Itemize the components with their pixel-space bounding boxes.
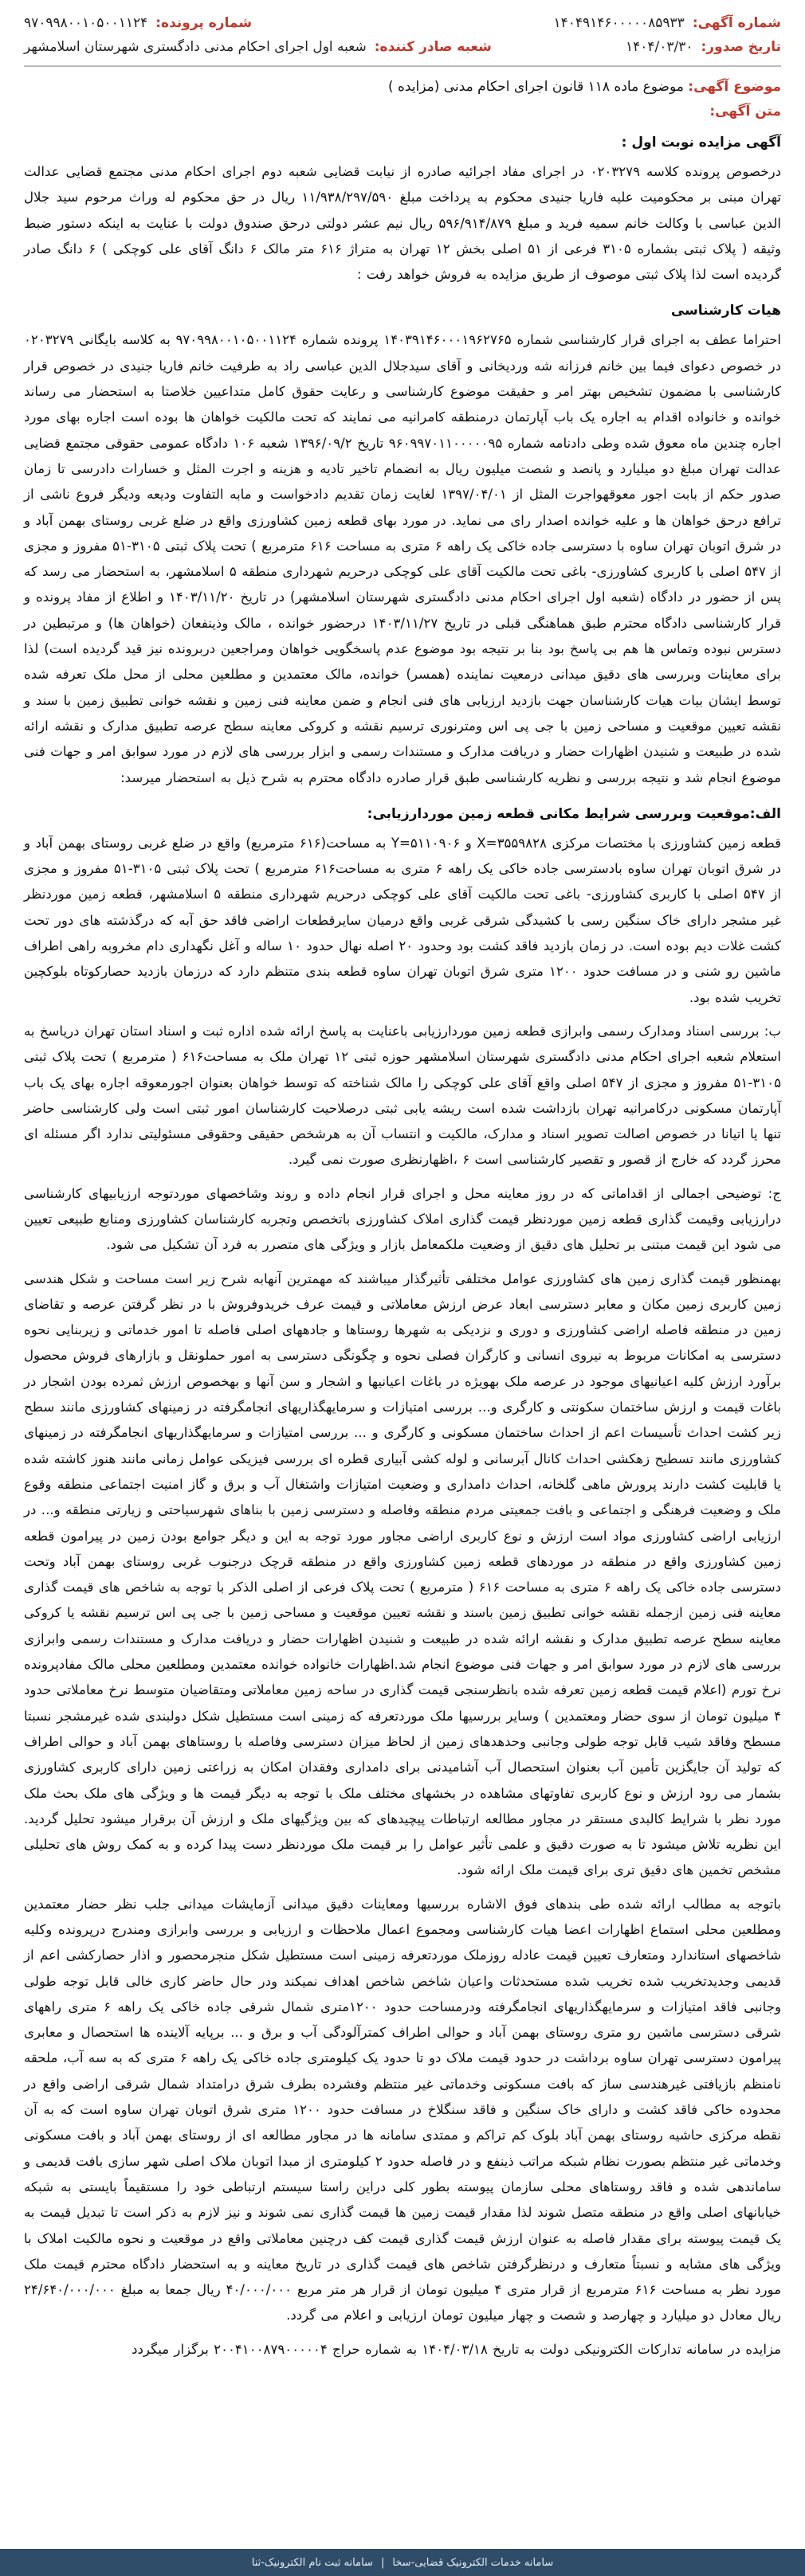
expert-report-paragraph: احتراما عطف به اجرای قرار کارشناسی شماره ۱۴۰۳۹۱۴۶۰۰۰۱۹۶۲۷۶۵ پرونده شماره ۹۷۰۹۹۸۰۰۱۰۵۰۰۱۱۲۴ به کلاسه بایگانی ۰۲۰۳۲۷۹ در خصوص دعوای فیما بین خانم فرزانه شه وردیخانی و آقای سیدجلال الدین عباسی راد به طرفیت خانم فاریا جنیدی در خصوص قرار کارشناسی با مضمون تشخیص بهتر امر و حقیقت موضوع کارشناسی و رعایت حقوق کامل متداعیین خلاصتا به استحضار می رساند خوانده و خانواده اقدام به اجاره یک باب آپارتمان درمنطقه کامرانیه می نمایند که تحت مالکیت خواهان ها بوده است اجاره بهای مورد اجاره چندین ماه معوق شده وطی دادنامه شماره ۹۶۰۹۹۷۰۱۱۰۰۰۰۰۹۵ تاریخ ۱۳۹۶/۰۹/۲ شعبه ۱۰۶ دادگاه عمومی حقوقی مجتمع قضایی عدالت تهران مبلغ دو میلیارد و پانصد و شصت میلیون ریال به انضمام تاخیر تادیه و هزینه و اجرت المثل و خسارات دادرسی تا زمان صدور حکم از بابت اجور معوقهواجرت المثل از ۱۳۹۷/۰۴/۰۱ لغایت زمان تقدیم دادخواست و مابه التفاوت ودیعه ودیگر فروع ناشی از ترافع درحق خواهان ها و علیه خوانده اصدار رای می نماید. در مورد بهای قطعه زمین کشاورزی واقع در ضلع غربی روستای بهمن آباد و در شرق اتوبان تهران ساوه با دسترسی جاده خاکی یک راهه ۶ متری به مساحت ۶۱۶ مترمربع ) تحت پلاک ثبتی ۳۱۰۵-۵۱ مفروز و مجزی از ۵۴۷ اصلی با کاربری کشاورزی- باغی تحت مالکیت آقای علی کوچکی درحریم شهرداری منطقه ۵ اسلامشهر، به استحضار می رسد که پس از حضور در دادگاه (شعبه اول اجرای احکام مدنی دادگستری شهرستان اسلامشهر) در تاریخ ۱۴۰۳/۱۱/۲۰ و اطلاع از مفاد پرونده و قرار کارشناسی دادگاه محترم طبق هماهنگی قبلی در تاریخ ۱۴۰۳/۱۱/۲۷ درحضور خوانده ، مالک وذینفعان (خواهان ها) و مرتبطین در دسترس نبوده وتماس ها هم بی پاسخ بود بنا بر نتیجه بود موضوع عدم پاسخگویی خواهان ومراجعین دربرونده نیز قید گردیده است) لذا برای معاینات وبررسی های دقیق میدانی درمعیت نماینده (همسر) خوانده، مالک معتمدین و مطلعین محلی از محل ملک تعرفه شده توسط ایشان بیات هیات کارشناسان جهت بازدید ارزیابی های فنی انجام و ضمن معاینه فنی زمین و نقشه خوانی تطبیق زمین با سند و نقشه تعیین موقعیت و مساحی زمین با جی پی اس ومترنوری ترسیم نقشه و کروکی معاینه سطح عرصه تطبیق مدارک و نقشه ارائه شده در طبیعت و شنیدن اظهارات حضار و دریافت مدارک و مستندات رسمی و ابزار بررسی های لازم در مورد سوابق امر و جهات فنی موضوع انجام شد و نتیجه بررسی و نظریه کارشناسی طبق قرار صادره دادگاه محترم به شرح ذیل به استحضار میرسد: — [24, 332, 781, 785]
body-label: متن آگهی: — [709, 104, 781, 119]
footer-separator: | — [380, 2556, 385, 2569]
file-number — [24, 11, 252, 35]
ad-number-value: ۱۴۰۴۹۱۴۶۰۰۰۰۰۸۵۹۳۳ — [553, 15, 685, 31]
panel-heading: هیات کارشناسی — [670, 303, 781, 319]
auction-info-paragraph: مزایده در سامانه تدارکات الکترونیکی دولت به تاریخ ۱۴۰۴/۰۳/۱۸ به شماره حراج ۲۰۰۴۱۰۰۸۷۹۰۰۰۰۰۴ برگزار میگردد — [132, 2341, 781, 2357]
valuation-factors-paragraph: بهمنظور قیمت گذاری زمین های کشاورزی عوامل مختلفی تأثیرگذار میباشند که مهمترین آنهابه شرح زیر است مساحت و شکل هندسی زمین کاربری زمین مکان و معابر دسترسی ابعاد عرض ارزش معاملاتی و قیمت عرف خریدوفروش با در نظر گرفتن عرصه و تقاضای زمین در منطقه فاصله اراضی کشاورزی و دوری و نزدیکی به شهرها روستاها و جادههای اصلی فاصله تا امور خدماتی و زیربنایی نحوه دسترسی به امکانات مربوط به نیروی انسانی و کارگران فصلی نحوه و چگونگی دسترسی به امور حملونقل و بازارهای فروش محصول برآورد ارزش کلیه اعیانیهای موجود در عرصه ملک بهویژه در باغات اعیانیها و اشجار و سن آنها و بهخصوص ارزش ثمرده بودن اشجار در باغات قیمت و ارزش ساختمان سکونتی و کارگری و... بررسی امتیازات و سرمایهگذاریهای انجامگرفته در زمینهای کشاورزی مانند سطح زیر کشت احداث تأسیسات اعم از احداث ساختمان مسکونی و کارگری و ... بررسی امتیازات و سرمایهگذاریهای انجامگرفته در زمینهای کشاورزی مانند تسطیح زهکشی احداث کانال آبرسانی و لوله کشی آبیاری قطره ای بررسی فیزیکی عوامل زمانی مانند هنوز کاشته شده یا قابلیت کشت دارند پرورش ماهی گلخانه، احداث دامداری و وضعیت امتیازات واشتغال آب و برق و گاز امنیت اجتماعی منطقه وقوع ملک و وضعیت فرهنگی و اجتماعی و بافت جمعیتی مردم منطقه وفاصله و دسترسی زمین با بناهای شهرسیاحتی و زیارتی منطقه و... در ارزیابی اراضی کشاورزی مواد است ارزش و نوع کاربری اراضی مجاور مورد توجه به این و دیگر جوامع بودن زمین در پیرامون قطعه زمین کشاورزی واقع در منطقه در موردهای قطعه زمین کشاورزی واقع در منطقه قرچک درجنوب غربی روستای بهمن آباد وتحت دسترسی جاده خاکی یک راهه ۶ متری به مساحت ۶۱۶ ( مترمربع ) تحت پلاک فرعی از اصلی الذکر با توجه به شاخص های قیمت گذاری معاینه فنی زمین ازجمله نقشه خوانی تطبیق زمین باسند و نقشه تعیین موقعیت و مساحی زمین با جی پی اس ترسیم نقشه یا کروکی معاینه سطح عرصه تطبیق مدارک و نقشه ارائه شده در طبیعت و شنیدن اظهارات حضار و دریافت مدارک و مستندات رسمی وابرازی بررسی های لازم در مورد سوابق امر و جهات فنی موضوع انجام شد.اظهارات خانواده خوانده معتمدین ومطلعین محلی مالک مفادپرونده نرخ تورم (اعلام قیمت قطعه زمین تعرفه شده بانظرسنجی قیمت گذاری در ساحه زمین معاملاتی ومتقاضیان متوسط نرخ معاملاتی حدود ۴ میلیون تومان از سوی حضار ومعتمدین ) وسایر بررسیها ملک موردتعرفه که زمینی است مستطیل شکل دولبندی شده غیرمشجر نسبتا مسطح وفاقد شیب قابل توجه طولی وجانبی وحدهدهای زمین از لحاظ میزان دسترسی وفاصله با روستاهای بهمن آباد و حوالی اطراف که تولید آن جایگزین تأمین آب بعنوان استحصال آب آشامیدنی برای دامداری وفقدان امکان به زراعتی زمین دارای کاربری کشاورزی بشمار می رود ارزش و نوع کاربری تفاوتهای مشاهده در بخشهای مختلف ملک با توجه به دیگر قیمت ها و ویژگی های ملک بحث ملک مورد نظر با شرایط کالبدی مستقر در مجاور مطالعه ارتباطات پیچیدهای که بین ویژگیهای ملک و ارزش آن برقرار میشود تحلیل گردید. این نظریه تلاش میشود تا به صورت دقیق و علمی تأثیر عوامل را بر قیمت ملک موردنظر دست پیدا کرده و به کمک روش های تحلیلی مشخص تخمین های دقیق تری برای قیمت ملک ارائه شود. — [24, 1270, 781, 1878]
issue-date-value: ۱۴۰۴/۰۳/۳۰ — [625, 39, 693, 55]
notice-title: آگهی مزایده نوبت اول : — [621, 135, 781, 151]
footer-bar — [0, 2549, 805, 2576]
section-c-paragraph: ج: توضیحی اجمالی از اقداماتی که در روز معاینه محل و اجرای قرار انجام داده و روند وشاخصهای موردتوجه ارزیابیهای کارشناسی درارزیابی وقیمت گذاری قطعه زمین موردنظر قیمت گذاری املاک کشاورزی باتخصص وتجربه کارشناسان کشاورزی ومنابع طبیعی تعیین می شود این قیمت مبتنی بر تحلیل های دقیق از وضعیت ملکمعامل بازار و ویژگی های متصرر به فرد آن تشکیل می شود. — [24, 1185, 781, 1253]
meta-row-1 — [24, 11, 781, 35]
meta-row-2 — [24, 35, 781, 59]
issue-date — [626, 35, 781, 59]
conclusion-paragraph: باتوجه به مطالب ارائه شده طی بندهای فوق الاشاره بررسیها ومعاینات دقیق میدانی آزمایشات میدانی جلب نظر حضار معتمدین ومطلعین محلی استماع اظهارات اعضا هیات کارشناسی ومجموع اعمال ملاحظات و ارزیابی و بررسی وابرازی ومندرج درپرونده وکلیه شاخصهای استاندارد ومتعارف تعیین قیمت عادله روزملک موردتعرفه زمینی است مستطیل شکل منجرمحصور و اذار حصارکشی اعم از قدیمی وجدیدتخریب شده تخریب شده مستحدثات واعیان شاخص شاخص اهداف نمیکند ودر حال حاضر کاری خالی قابل توجه طولی وجانبی فاقد امتیازات و سرمایهگذاریهای انجامگرفته ودرمساحت حدود ۱۲۰۰متری شمال شرقی جاده خاکی یک راهه ۶ متری راههای شرقی دسترسی ماشین رو متری روستای بهمن آباد و حوالی اطراف کمترآلودگی آب و برق و ... برپایه آلاینده ها استحصال و معابری پیرامون دسترسی تهران ساوه برداشت در حدود قیمت ملاک دو تا حدود یک کیلومتری جاده خاکی یک راهه ۶ متری که به سه آب، ملحقه نامنظم بازیافتی غیرهندسی ساز که بافت مسکونی وخدماتی غیر منتظم وفشرده بطرف شرق درامتداد شمال شرقی اراضی واقع در محدوده خاکی فاقد کشت و دارای خاک سنگین و فاقد سنگلاخ در مسافت حدود ۱۲۰۰ متری شرق اتوبان تهران ساوه است که به آن نقطه مرکزی حاشیه روستای بهمن آباد بلوک کم تراکم و ممتدی سامانه ها در مجاور مطالعه ای از روستای بهمن آباد و بافت مسکونی وخدماتی غیر منتظم بصورت نظام شبکه مراتب ذینفع و در فاصله حدود ۲ کیلومتری از مبدا اتوبان ملاک اصلی شهر سازی بافت قدیمی و ساماندهی شده و فاقد روستاهای محلی سازمان پیوسته بطور کلی دراین راستا سیستم ارتباطی خود را مستقیماً بایستی به شبکه خیابانهای اصلی واقع در منطقه متصل شوند لذا مقدار قیمت زمین ها قیمت گذاری نمی شوند و نیز لازم به ذکر است تا تبدیل قیمت به یک قیمت پیوسته برای مقدار فاصله به عنوان ارزش قیمت گذاری قیمت کف درچنین معاملاتی واقع در موقعیت و نحوه مالکیت املاک با ویژگی های مشابه و نسبتاً متعارف و درنظرگرفتن شاخص های قیمت گذاری در تاریخ معاینه و به استحضار دادگاه محترم قیمت ملک مورد نظر به مساحت ۶۱۶ مترمربع از قرار متری ۴ میلیون تومان از قرار هر متر مربع ۴۰/۰۰۰/۰۰۰ ریال جمعا به مبلغ ۲۴/۶۴۰/۰۰۰/۰۰۰ ریال معادل دو میلیارد و چهارصد و شصت و چهار میلیون تومان ارزیابی و اعلام می گردد. — [24, 1896, 781, 2323]
ad-number — [553, 11, 781, 35]
issue-date-label: تاریخ صدور: — [701, 39, 781, 55]
ad-number-label: شماره آگهی: — [692, 15, 781, 31]
issuer — [24, 35, 492, 59]
subject-text: موضوع ماده ۱۱۸ قانون اجرای احکام مدنی (مزایده ) — [387, 79, 684, 95]
subject-label: موضوع آگهی: — [688, 79, 781, 95]
divider — [24, 65, 781, 67]
footer-link-sakha[interactable]: سامانه خدمات الکترونیک قضایی-سخا — [392, 2556, 554, 2569]
section-a-heading: الف:موقعیت وبررسی شرایط مکانی قطعه زمین موردارزیابی: — [367, 805, 781, 822]
intro-paragraph: درخصوص پرونده کلاسه ۰۲۰۳۲۷۹ در اجرای مفاد اجرائیه صادره از نیابت قضایی شعبه دوم اجرای احکام مدنی مجتمع قضایی عدالت تهران مبنی بر محکومیت علیه فاریا جنیدی محکوم به پرداخت مبلغ ۱۱/۹۳۸/۲۹۷/۵۹۰ ریال در حق محکوم له وراث مرحوم سید جلال الدین عباسی با وکالت خانم سمیه فرید و مبلغ ۵۹۶/۹۱۴/۸۷۹ ریال نیم عشر دولتی درحق صندوق دولت با عنایت به اینکه دستور ضبط وثیقه ( پلاک ثبتی بشماره ۳۱۰۵ فرعی از ۵۱ اصلی بخش ۱۲ تهران به متراژ ۶۱۶ متر مالک ۶ دانگ آقای علی کوچکی ) ۶ دانگ صادر گردیده است لذا پلاک ثبتی موصوف از طریق مزایده به فروش خواهد رفت : — [24, 164, 781, 283]
subject-row — [24, 75, 781, 99]
section-b-paragraph: ب: بررسی اسناد ومدارک رسمی وابرازی قطعه زمین موردارزیابی باعنایت به پاسخ ارائه شده اداره ثبت و اسناد استان تهران دریاسخ به استعلام شعبه اجرای احکام مدنی دادگستری شهرستان اسلامشهر حوزه ثبتی ۱۲ تهران ملک به مساحت۶۱۶ ( مترمربع ) تحت پلاک ثبتی ۳۱۰۵-۵۱ مفروز و مجزی از ۵۴۷ اصلی واقع آقای علی کوچکی را مالک شناخته که توسط خواهان بعنوان اجورمعوقه اجاره بهای یک باب آپارتمان مسکونی درکامرانیه تهران بازداشت شده است ریشه یابی ثبتی درصلاحیت کارشناسان امور ثبتی است ولی کارشناسی حاضر تنها یا اتیانا در خصوص اصالت تصویر اسناد و مدارک، مالکیت و انتساب آن به هرشخص حقیقی وحقوقی مسئولیتی ندارد اگر مسئله ای محرز گردد که خارج از قصور و تقصیر کارشناسی است ۶ ،اظهارنظری صورت نمی گیرد. — [24, 1023, 781, 1168]
issuer-label: شعبه صادر کننده: — [374, 39, 492, 55]
footer-link-sana[interactable]: سامانه ثبت نام الکترونیک-ثنا — [251, 2556, 373, 2569]
section-a-paragraph: قطعه زمین کشاورزی با مختصات مرکزی X=۳۵۵۹۸۲۸ و Y=۵۱۱۰۹۰۶ به مساحت(۶۱۶ مترمربع) واقع در ضلع غربی روستای بهمن آباد و در شرق اتوبان تهران ساوه بادسترسی جاده خاکی یک راهه ۶ متری به مساحت۶۱۶ مترمربع ) تحت پلاک ثبتی ۳۱۰۵-۵۱ مفروز و مجزی از ۵۴۷ اصلی با کاربری کشاورزی- باغی تحت مالکیت آقای علی کوچکی درحریم شهرداری منطقه ۵ اسلامشهر، قطعه زمین موردنظر غیر مشجر دارای خاک سنگین رسی با کشیدگی شرقی غربی واقع درمیان سایرقطعات اراضی فاقد حق آبه که درگذشته های دور تحت کشت غلات دیم بوده است. در زمان بازدید فاقد کشت بود وحدود ۲۰ اصله نهال حدود ۱۰ ساله و آغل نگهداری دام مخروبه راهی اطراف ماشین رو شنی و در مسافت حدود ۱۲۰۰ متری شرق اتوبان تهران ساوه قطعه بندی متنظم دارد که درزمان بازدید حصارکوتاه بلوکچین تخریب شده بود. — [24, 835, 782, 1005]
file-number-value: ۹۷۰۹۹۸۰۰۱۰۵۰۰۱۱۲۴ — [24, 15, 148, 31]
file-number-label: شماره پرونده: — [155, 15, 253, 31]
issuer-value: شعبه اول اجرای احکام مدنی دادگستری شهرستان اسلامشهر — [24, 39, 367, 55]
